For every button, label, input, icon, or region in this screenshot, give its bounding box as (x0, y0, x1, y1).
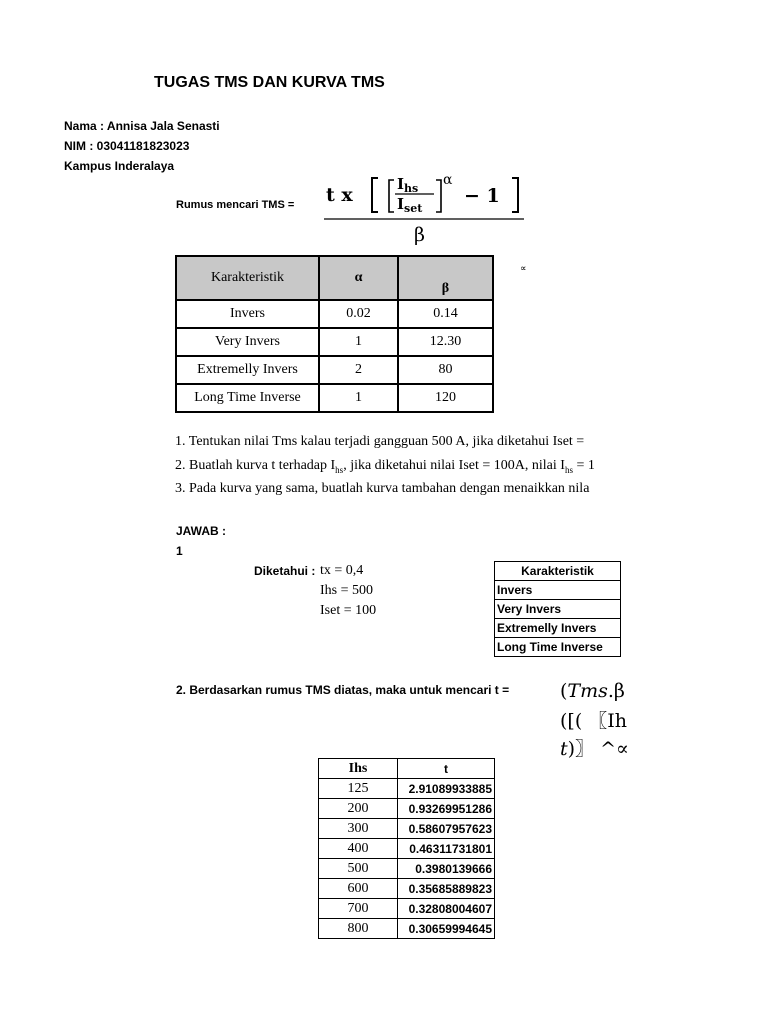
formula-tx: t x (326, 184, 353, 206)
list-item-text: Invers (495, 581, 621, 600)
cell-karakteristik: Long Time Inverse (176, 384, 319, 412)
list-item-text: Long Time Inverse (495, 638, 621, 657)
cell-ihs: 300 (319, 819, 398, 839)
formula-iset-sub: set (404, 202, 423, 215)
cell-karakteristik: Very Invers (176, 328, 319, 356)
formula-iset: I (397, 195, 405, 213)
known-iset: Iset = 100 (320, 603, 377, 618)
cell-t: 0.3980139666 (398, 859, 495, 879)
table-header-row (319, 759, 495, 779)
question-2-part-a: 2. Buatlah kurva t terhadap I (175, 458, 336, 473)
table-row (319, 779, 495, 799)
cell-alpha: 2 (319, 356, 398, 384)
answer-label: JAWAB : (176, 524, 227, 538)
known-tx: tx = 0,4 (320, 563, 364, 578)
question-3: 3. Pada kurva yang sama, buatlah kurva tambahan dengan menaikkan nila (175, 481, 590, 496)
list-item (495, 619, 621, 638)
known-ihs: Ihs = 500 (320, 583, 374, 598)
table-header-row (176, 256, 493, 300)
cell-ihs: 700 (319, 899, 398, 919)
list-item-text: Extremelly Invers (495, 619, 621, 638)
formula-ihs: I (397, 175, 405, 193)
question-2 (175, 458, 595, 475)
list-header: Karakteristik (495, 562, 621, 581)
table-row (176, 328, 493, 356)
student-nim: NIM : 03041181823023 (64, 139, 190, 153)
cell-t: 0.32808004607 (398, 899, 495, 919)
table-row (176, 384, 493, 412)
characteristic-table (175, 255, 494, 413)
cell-ihs: 125 (319, 779, 398, 799)
question-1: 1. Tentukan nilai Tms kalau terjadi gangguan 500 A, jika diketahui Iset = (175, 434, 585, 449)
answer-number: 1 (176, 544, 183, 558)
list-item (495, 600, 621, 619)
question-2-sub-1: hs (335, 464, 344, 475)
cell-karakteristik: Invers (176, 300, 319, 328)
cell-t: 0.30659994645 (398, 919, 495, 939)
cell-beta: 0.14 (398, 300, 493, 328)
cell-t: 0.93269951286 (398, 799, 495, 819)
list-header-row (495, 562, 621, 581)
table-row (319, 839, 495, 859)
cell-beta: 12.30 (398, 328, 493, 356)
table-row (319, 879, 495, 899)
student-name: Nama : Annisa Jala Senasti (64, 119, 220, 133)
header-ihs: Ihs (319, 759, 398, 779)
header-alpha: α (319, 256, 398, 300)
cell-karakteristik: Extremelly Invers (176, 356, 319, 384)
table-row (319, 919, 495, 939)
known-label: Diketahui : (254, 564, 316, 578)
table-row (319, 899, 495, 919)
header-karakteristik: Karakteristik (176, 256, 319, 300)
cell-beta: 120 (398, 384, 493, 412)
table-row (319, 859, 495, 879)
cell-t: 0.46311731801 (398, 839, 495, 859)
svg-text:Iset (397, 195, 423, 215)
math-line-3: 𝑡)〗 ^∝ (560, 738, 629, 760)
tms-formula (322, 170, 526, 248)
math-line-1: (𝑇𝑚𝑠.β (560, 680, 625, 702)
cell-ihs: 500 (319, 859, 398, 879)
svg-text:Ihs (397, 175, 418, 195)
question-2-sub-2: hs (564, 464, 573, 475)
cell-ihs: 600 (319, 879, 398, 899)
formula-label: Rumus mencari TMS = (176, 199, 295, 211)
cell-ihs: 400 (319, 839, 398, 859)
header-t: t (398, 759, 495, 779)
formula-t-label: 2. Berdasarkan rumus TMS diatas, maka untuk mencari t = (176, 683, 510, 697)
cell-alpha: 0.02 (319, 300, 398, 328)
result-table (318, 758, 495, 939)
formula-beta: β (414, 224, 425, 246)
cell-t: 2.91089933885 (398, 779, 495, 799)
formula-alpha: α (443, 172, 453, 188)
cell-alpha: 1 (319, 384, 398, 412)
list-item (495, 638, 621, 657)
cell-t: 0.58607957623 (398, 819, 495, 839)
formula-minus-one: − 1 (464, 185, 500, 207)
formula-ihs-sub: hs (404, 182, 419, 195)
question-2-part-c: = 1 (572, 458, 595, 473)
table-row (319, 799, 495, 819)
document-title: TUGAS TMS DAN KURVA TMS (154, 74, 385, 91)
list-item (495, 581, 621, 600)
table-row (176, 356, 493, 384)
cell-alpha: 1 (319, 328, 398, 356)
alpha-mark: ∝ (520, 263, 527, 273)
question-2-part-b: , jika diketahui nilai Iset = 100A, nilai I (343, 458, 565, 473)
student-campus: Kampus Inderalaya (64, 159, 175, 173)
table-row (176, 300, 493, 328)
characteristic-list (494, 561, 621, 657)
cell-t: 0.35685889823 (398, 879, 495, 899)
math-line-2: ([( 〖Ih (560, 710, 628, 732)
cell-ihs: 200 (319, 799, 398, 819)
cell-beta: 80 (398, 356, 493, 384)
cell-ihs: 800 (319, 919, 398, 939)
list-item-text: Very Invers (495, 600, 621, 619)
header-beta: β (398, 256, 493, 300)
table-row (319, 819, 495, 839)
